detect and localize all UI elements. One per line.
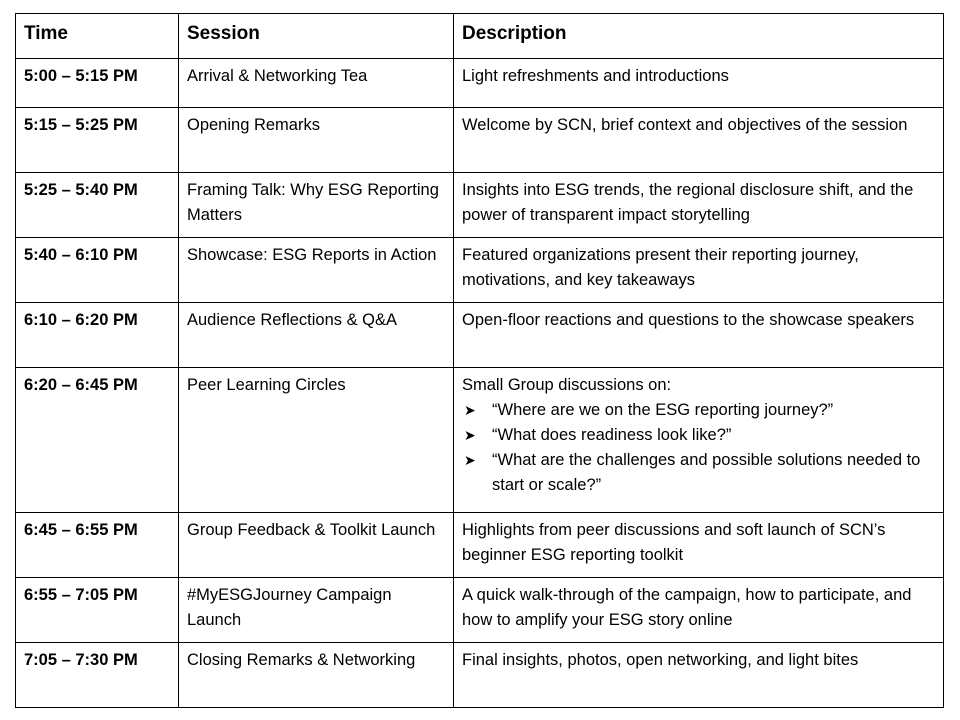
time-cell: 5:25 – 5:40 PM [16, 173, 179, 238]
list-item-text: “What are the challenges and possible solutions needed to start or scale?” [492, 451, 921, 494]
description-cell [454, 368, 944, 513]
time-cell: 6:10 – 6:20 PM [16, 303, 179, 368]
list-item-text: “What does readiness look like?” [492, 426, 732, 444]
description-cell: Final insights, photos, open networking, and light bites [454, 643, 944, 708]
table-row [16, 643, 944, 708]
time-cell: 6:55 – 7:05 PM [16, 578, 179, 643]
description-cell: Featured organizations present their reporting journey, motivations, and key takeaways [454, 238, 944, 303]
table-row [16, 303, 944, 368]
table-header-row [16, 14, 944, 59]
list-item-text: “Where are we on the ESG reporting journey?” [492, 401, 834, 419]
table-row [16, 368, 944, 513]
list-item [462, 423, 937, 448]
list-item [462, 398, 937, 423]
table-row [16, 238, 944, 303]
header-time: Time [16, 14, 179, 59]
list-item [462, 448, 937, 498]
session-cell: Closing Remarks & Networking [179, 643, 454, 708]
time-cell: 5:00 – 5:15 PM [16, 59, 179, 108]
header-description: Description [454, 14, 944, 59]
session-cell: Arrival & Networking Tea [179, 59, 454, 108]
session-cell: Showcase: ESG Reports in Action [179, 238, 454, 303]
time-cell: 6:45 – 6:55 PM [16, 513, 179, 578]
table-row [16, 173, 944, 238]
description-cell: Open-floor reactions and questions to the showcase speakers [454, 303, 944, 368]
session-cell: Peer Learning Circles [179, 368, 454, 513]
time-cell: 6:20 – 6:45 PM [16, 368, 179, 513]
session-cell: Group Feedback & Toolkit Launch [179, 513, 454, 578]
table-row [16, 513, 944, 578]
table-row [16, 578, 944, 643]
description-intro: Small Group discussions on: [462, 376, 672, 394]
time-cell: 5:40 – 6:10 PM [16, 238, 179, 303]
time-cell: 5:15 – 5:25 PM [16, 108, 179, 173]
description-cell: A quick walk-through of the campaign, how to participate, and how to amplify your ESG story online [454, 578, 944, 643]
header-session: Session [179, 14, 454, 59]
description-cell: Highlights from peer discussions and soft launch of SCN’s beginner ESG reporting toolkit [454, 513, 944, 578]
arrow-bullet-icon: ➤ [464, 452, 476, 468]
session-cell: Audience Reflections & Q&A [179, 303, 454, 368]
description-cell: Insights into ESG trends, the regional disclosure shift, and the power of transparent impact storytelling [454, 173, 944, 238]
session-cell: Opening Remarks [179, 108, 454, 173]
table-row [16, 59, 944, 108]
discussion-list [462, 398, 937, 498]
session-cell: Framing Talk: Why ESG Reporting Matters [179, 173, 454, 238]
time-cell: 7:05 – 7:30 PM [16, 643, 179, 708]
arrow-bullet-icon: ➤ [464, 402, 476, 418]
session-cell: #MyESGJourney Campaign Launch [179, 578, 454, 643]
agenda-table [15, 13, 944, 708]
table-row [16, 108, 944, 173]
description-cell: Welcome by SCN, brief context and objectives of the session [454, 108, 944, 173]
description-cell: Light refreshments and introductions [454, 59, 944, 108]
arrow-bullet-icon: ➤ [464, 427, 476, 443]
